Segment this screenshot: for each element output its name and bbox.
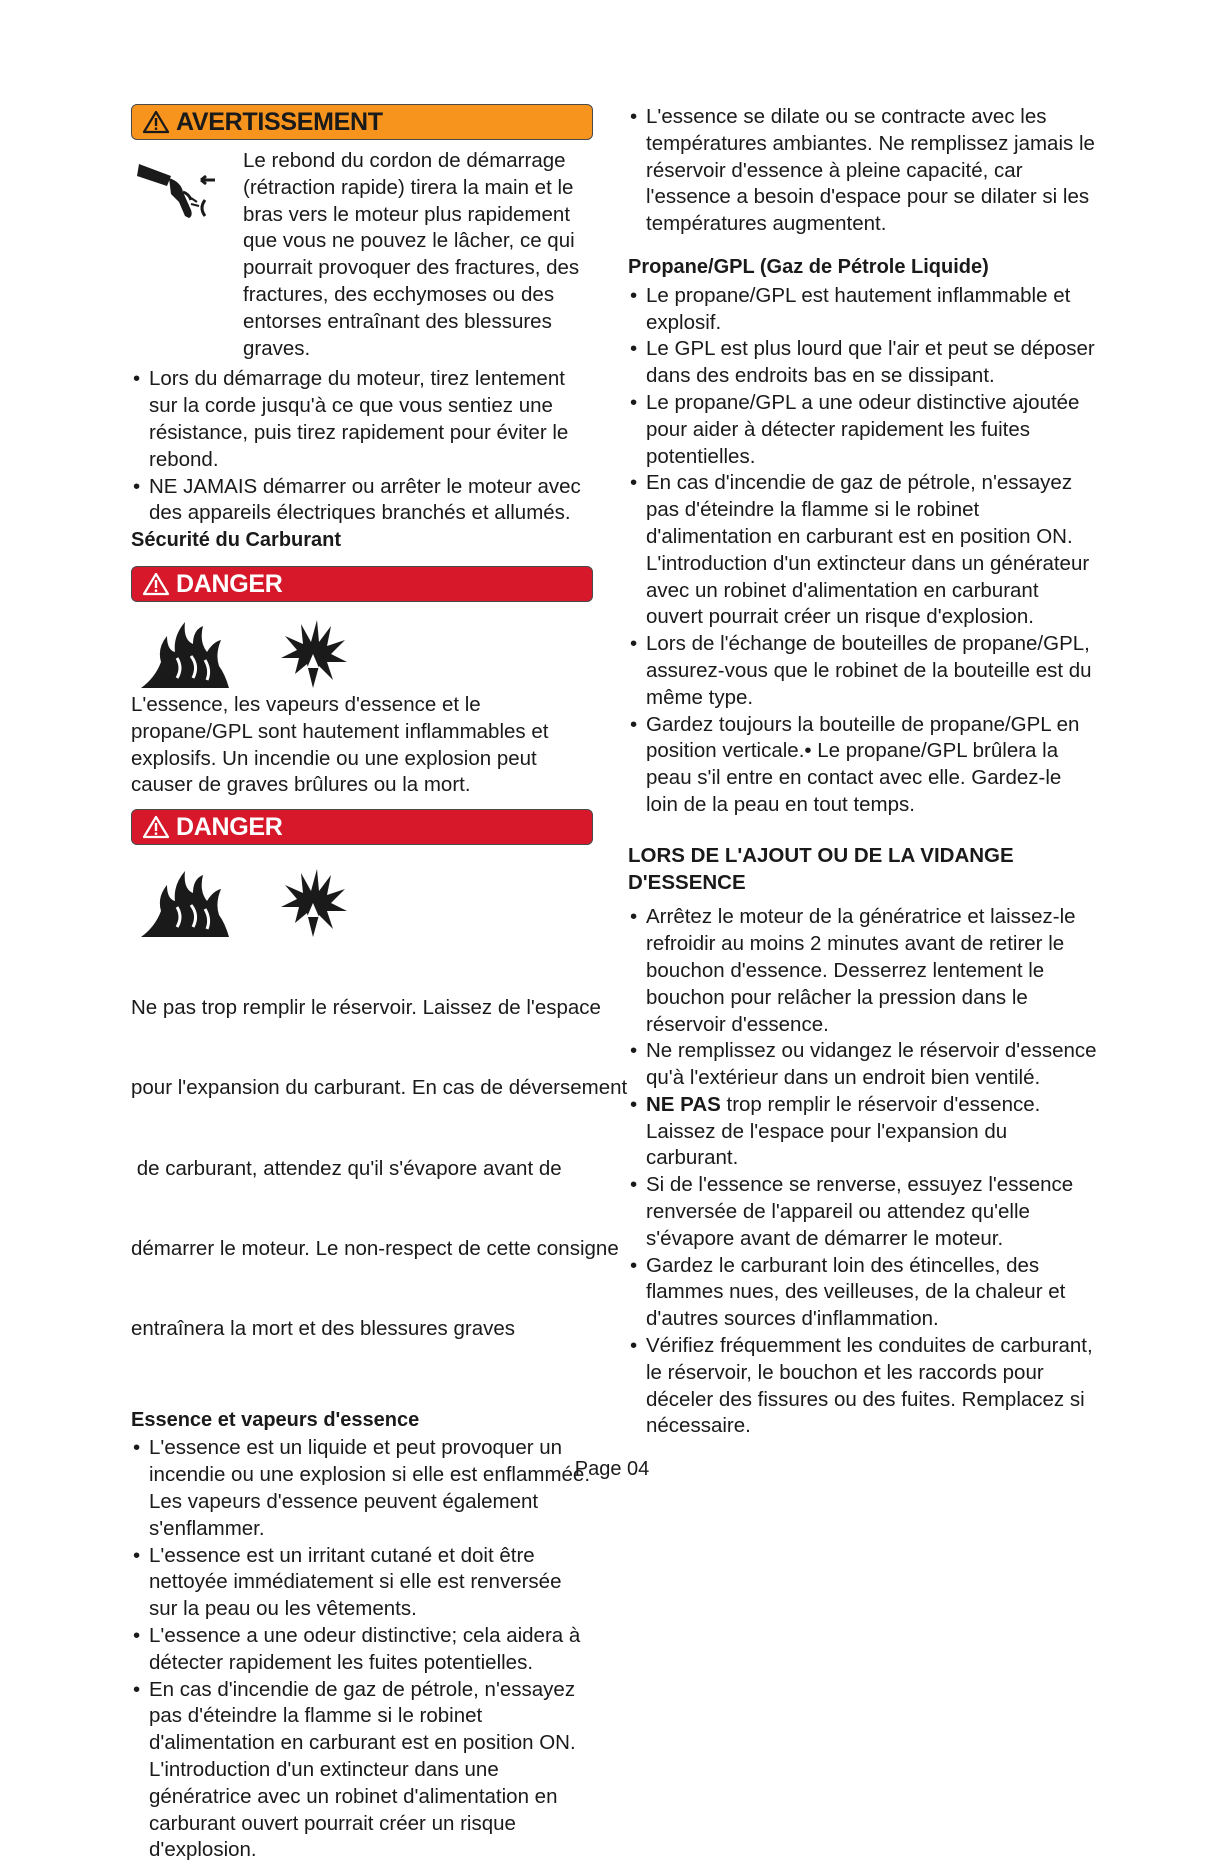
list-item: • L'essence a une odeur distinctive; cela aidera à détecter rapidement les fuites potentielles.: [131, 1623, 593, 1677]
right-column: [628, 104, 1098, 1440]
list-item: • En cas d'incendie de gaz de pétrole, n'essayez pas d'éteindre la flamme si le robinet d'alimentation en carburant est en position ON. L'introduction d'un extincteur dans une génératrice avec un robinet d'alimentation en carburant ouvert pourrait créer un risque d'explosion.: [131, 1677, 593, 1864]
danger2-line: pour l'expansion du carburant. En cas de déversement: [131, 1076, 628, 1100]
danger-label: DANGER: [176, 569, 283, 598]
hazard-icons-1: [137, 610, 593, 690]
warning-text: Le rebond du cordon de démarrage (rétraction rapide) tirera la main et le bras vers le moteur plus rapidement que vous ne pouvez le lâcher, ce qui pourrait provoquer des fractures, des fractures, des ecchymoses ou des entorses entraînant des blessures graves.: [243, 149, 580, 360]
danger-banner-2: [131, 809, 593, 845]
list-item: • Gardez toujours la bouteille de propane/GPL en position verticale.• Le propane/GPL brûlera la peau s'il entre en contact avec elle. Gardez-le loin de la peau en tout temps.: [628, 712, 1098, 819]
warning-banner: [131, 104, 593, 140]
explosion-icon: [277, 867, 349, 939]
warning-bullets: [131, 366, 593, 527]
list-item: • Lors de l'échange de bouteilles de propane/GPL, assurez-vous que le robinet de la bouteille est du même type.: [628, 631, 1098, 711]
rope-recoil-hand-icon: [131, 148, 243, 362]
warning-triangle-icon: [142, 572, 170, 596]
list-item: • L'essence se dilate ou se contracte avec les températures ambiantes. Ne remplissez jamais le réservoir d'essence à pleine capacité, car l'essence a besoin d'espace pour se dilater si les températures augmentent.: [628, 104, 1098, 238]
danger2-line: de carburant, attendez qu'il s'évapore avant de: [131, 1156, 562, 1180]
list-item: • L'essence est un irritant cutané et doit être nettoyée immédiatement si elle est renversée sur la peau ou les vêtements.: [131, 1543, 593, 1623]
list-item: • Lors du démarrage du moteur, tirez lentement sur la corde jusqu'à ce que vous sentiez une résistance, puis tirez rapidement pour éviter le rebond.: [131, 366, 593, 473]
list-item: • Arrêtez le moteur de la génératrice et laissez-le refroidir au moins 2 minutes avant de retirer le bouchon d'essence. Desserrez lentement le bouchon pour relâcher la pression dans le réservoir d'essence.: [628, 904, 1098, 1038]
gasoline-heading: Essence et vapeurs d'essence: [131, 1408, 420, 1431]
page-number: Page 04: [574, 1458, 650, 1480]
danger2-line: Ne pas trop remplir le réservoir. Laissez de l'espace: [131, 995, 601, 1019]
fuel-safety-heading: Sécurité du Carburant: [131, 529, 342, 552]
list-item: • L'essence est un liquide et peut provoquer un incendie ou une explosion si elle est enflammée. Les vapeurs d'essence peuvent également s'enflammer.: [131, 1435, 593, 1542]
ne-pas-bold: NE PAS: [646, 1092, 721, 1116]
danger2-text: [131, 941, 628, 1397]
danger2-line: entraînera la mort et des blessures graves: [131, 1317, 515, 1341]
hazard-icons-2: [137, 859, 593, 939]
explosion-icon: [277, 618, 349, 690]
refuel-heading: LORS DE L'AJOUT OU DE LA VIDANGE D'ESSENCE: [628, 843, 1014, 894]
refuel-bullets: [628, 904, 1098, 1440]
list-item: • En cas d'incendie de gaz de pétrole, n'essayez pas d'éteindre la flamme si le robinet d'alimentation en carburant est en position ON. L'introduction d'un extincteur dans un générateur avec un robinet d'alimentation en carburant ouvert pourrait créer un risque d'explosion.: [628, 470, 1098, 631]
gasoline-bullets: [131, 1435, 593, 1864]
list-item: • Le propane/GPL a une odeur distinctive ajoutée pour aider à détecter rapidement les fuites potentielles.: [628, 390, 1098, 470]
warning-triangle-icon: [142, 815, 170, 839]
danger1-text: L'essence, les vapeurs d'essence et le propane/GPL sont hautement inflammables et explosifs. Un incendie ou une explosion peut causer de graves brûlures ou la mort.: [131, 692, 549, 797]
list-item: • Ne remplissez ou vidangez le réservoir d'essence qu'à l'extérieur dans un endroit bien ventilé.: [628, 1038, 1098, 1092]
fire-icon: [137, 618, 233, 690]
fire-icon: [137, 867, 233, 939]
warning-content: [131, 148, 593, 362]
list-item: • Le propane/GPL est hautement inflammable et explosif.: [628, 283, 1098, 337]
danger-banner-1: [131, 566, 593, 602]
danger-label: DANGER: [176, 812, 283, 841]
warning-label: AVERTISSEMENT: [176, 107, 383, 136]
list-item: • NE JAMAIS démarrer ou arrêter le moteur avec des appareils électriques branchés et allumés.: [131, 474, 593, 528]
list-item-ne-pas: [628, 1092, 1098, 1172]
list-item: • Le GPL est plus lourd que l'air et peut se déposer dans des endroits bas en se dissipant.: [628, 336, 1098, 390]
danger2-line: démarrer le moteur. Le non-respect de cette consigne: [131, 1236, 619, 1260]
list-item: • Vérifiez fréquemment les conduites de carburant, le réservoir, le bouchon et les raccords pour déceler des fissures ou des fuites. Remplacez si nécessaire.: [628, 1333, 1098, 1440]
propane-heading: Propane/GPL (Gaz de Pétrole Liquide): [628, 255, 989, 278]
list-item: • Si de l'essence se renverse, essuyez l'essence renversée de l'appareil ou attendez qu'elle s'évapore avant de démarrer le moteur.: [628, 1172, 1098, 1252]
warning-triangle-icon: [142, 110, 170, 134]
expansion-bullets: [628, 104, 1098, 238]
ne-pas-rest: trop remplir le réservoir d'essence. Laissez de l'espace pour l'expansion du carburant.: [646, 1092, 1041, 1170]
propane-bullets: [628, 283, 1098, 819]
list-item: • Gardez le carburant loin des étincelles, des flammes nues, des veilleuses, de la chaleur et d'autres sources d'inflammation.: [628, 1253, 1098, 1333]
